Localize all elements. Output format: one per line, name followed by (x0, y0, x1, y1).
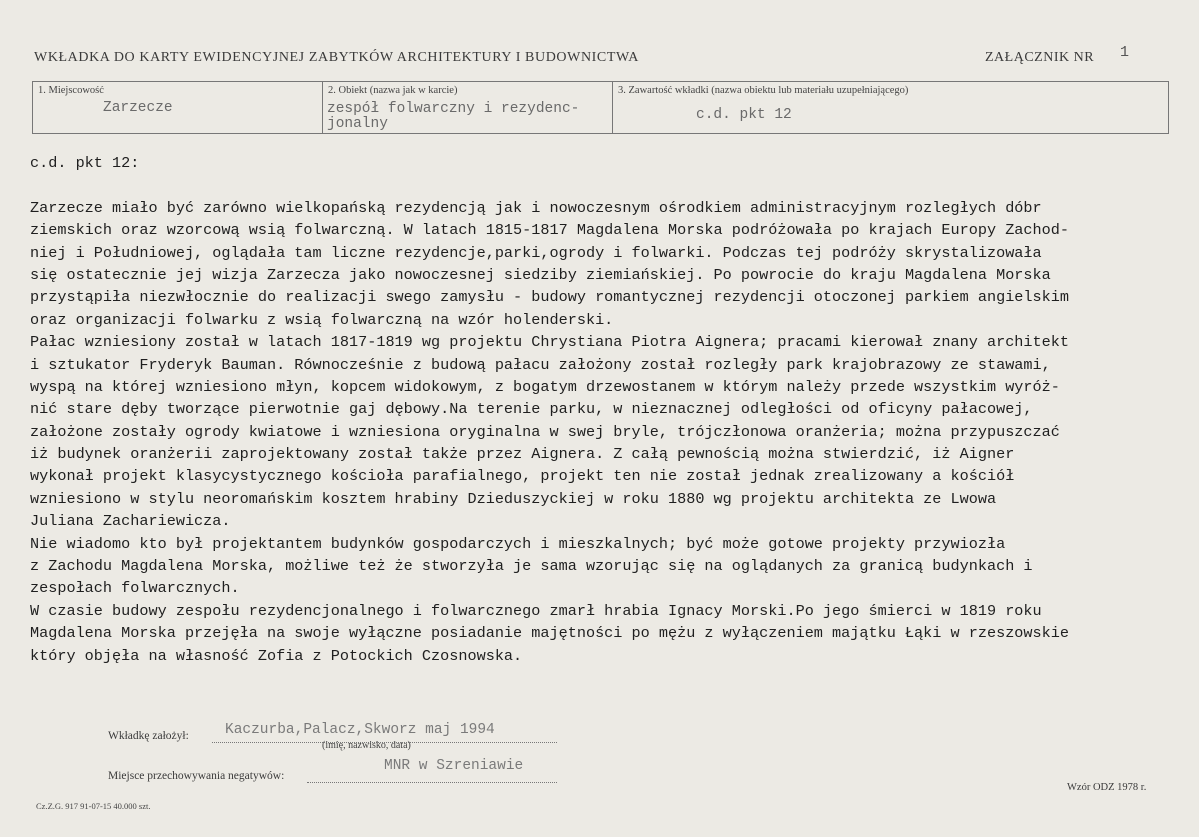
body-line: Magdalena Morska przejęła na swoje wyłączne posiadanie majętności po mężu z wyłączeniem majątku Łąki w rzeszowskie (30, 624, 1069, 643)
locality-cell (33, 82, 323, 133)
object-label: 2. Obiekt (nazwa jak w karcie) (328, 85, 458, 96)
form-code: Wzór ODZ 1978 r. (1067, 782, 1147, 793)
body-line: Pałac wzniesiony został w latach 1817-1819 wg projektu Chrystiana Piotra Aignera; pracami kierował znany architekt (30, 333, 1069, 352)
annex-label: ZAŁĄCZNIK NR (985, 50, 1095, 65)
body-line: wzniesiono w stylu neoromańskim kosztem hrabiny Dzieduszyckiej w roku 1880 wg projektu architekta ze Lwowa (30, 489, 997, 508)
body-line: wyspą na której wzniesiono młyn, kopcem widokowym, z bogatym drzewostanem w którym należy przede wszystkim wyróż- (30, 377, 1060, 396)
document-body (30, 152, 1190, 667)
author-caption: (imię, nazwisko, data) (322, 740, 411, 751)
body-line: z Zachodu Magdalena Morska, możliwe też że stworzyła je sama wzorując się na oglądanych za granicą budynkach i (30, 557, 1033, 576)
body-line: oraz organizacji folwarku z wsią folwarczną na wzór holenderski. (30, 310, 614, 329)
print-code: Cz.Z.G. 917 91-07-15 40.000 szt. (36, 801, 151, 811)
body-line: Juliana Zachariewicza. (30, 512, 231, 531)
body-line: się ostatecznie jej wizja Zarzecza jako nowoczesnej siedziby ziemiańskiej. Po powrocie do kraju Magdalena Morska (30, 265, 1051, 284)
body-line: przystąpiła niezwłocznie do realizacji swego zamysłu - budowy romantycznej rezydencji otoczonej parkiem angielskim (30, 288, 1069, 307)
locality-value: Zarzecze (103, 100, 173, 116)
negatives-label: Miejsce przechowywania negatywów: (108, 770, 285, 782)
body-line: nić stare dęby tworzące pierwotnie gaj dębowy.Na terenie parku, w nieznacznej odległości od oficyny pałacowej, (30, 400, 1033, 419)
object-cell (323, 82, 613, 133)
object-value-line2: jonalny (327, 116, 388, 132)
negatives-dotted-line (307, 782, 557, 783)
body-line: który objęła na własność Zofia z Potockich Czosnowska. (30, 646, 523, 665)
body-line: Nie wiadomo kto był projektantem budynków gospodarczych i mieszkalnych; być może gotowe projekty przywiozła (30, 534, 1006, 553)
header-fields-table (32, 81, 1169, 134)
object-value-line1: zespół folwarczny i rezydenc- (327, 101, 580, 117)
body-line: zespołach folwarcznych. (30, 579, 240, 598)
body-line: niej i Południowej, oglądała tam liczne rezydencje,parki,ogrody i folwarki. Podczas tej podróży skrystalizowała (30, 243, 1042, 262)
content-cell (613, 82, 1168, 133)
body-line: Zarzecze miało być zarówno wielkopańską rezydencją jak i nowoczesnym ośrodkiem administracyjnym rozległych dóbr (30, 198, 1042, 217)
body-line: i sztukator Fryderyk Bauman. Równocześnie z budową pałacu założony został rozległy park krajobrazowy ze stawami, (30, 355, 1051, 374)
negatives-value: MNR w Szreniawie (384, 758, 524, 774)
author-value: Kaczurba,Palacz,Skworz maj 1994 (225, 722, 495, 738)
locality-label: 1. Miejscowość (38, 85, 104, 96)
body-line (30, 174, 1190, 196)
body-line: W czasie budowy zespołu rezydencjonalnego i folwarcznego zmarł hrabia Ignacy Morski.Po jego śmierci w 1819 roku (30, 601, 1042, 620)
document-title: WKŁADKA DO KARTY EWIDENCYJNEJ ZABYTKÓW ARCHITEKTURY I BUDOWNICTWA (34, 50, 639, 65)
body-line: ziemskich oraz wzorcową wsią folwarczną. W latach 1815-1817 Magdalena Morska podróżowała po krajach Europy Zachod- (30, 221, 1069, 240)
body-line: c.d. pkt 12: (30, 154, 140, 172)
body-line: iż budynek oranżerii zaprojektowany został także przez Aignera. Z całą pewnością można stwierdzić, iż Aigner (30, 445, 1015, 464)
author-label: Wkładkę założył: (108, 730, 189, 742)
content-value: c.d. pkt 12 (696, 107, 792, 123)
annex-number: 1 (1120, 44, 1130, 61)
body-line: wykonał projekt klasycystycznego kościoła parafialnego, projekt ten nie został jednak zrealizowany a kościół (30, 467, 1015, 486)
body-line: założone zostały ogrody kwiatowe i wzniesiona oryginalna w swej bryle, trójczłonowa oranżeria; można przypuszczać (30, 422, 1060, 441)
content-label: 3. Zawartość wkładki (nazwa obiektu lub materiału uzupełniającego) (618, 85, 909, 96)
